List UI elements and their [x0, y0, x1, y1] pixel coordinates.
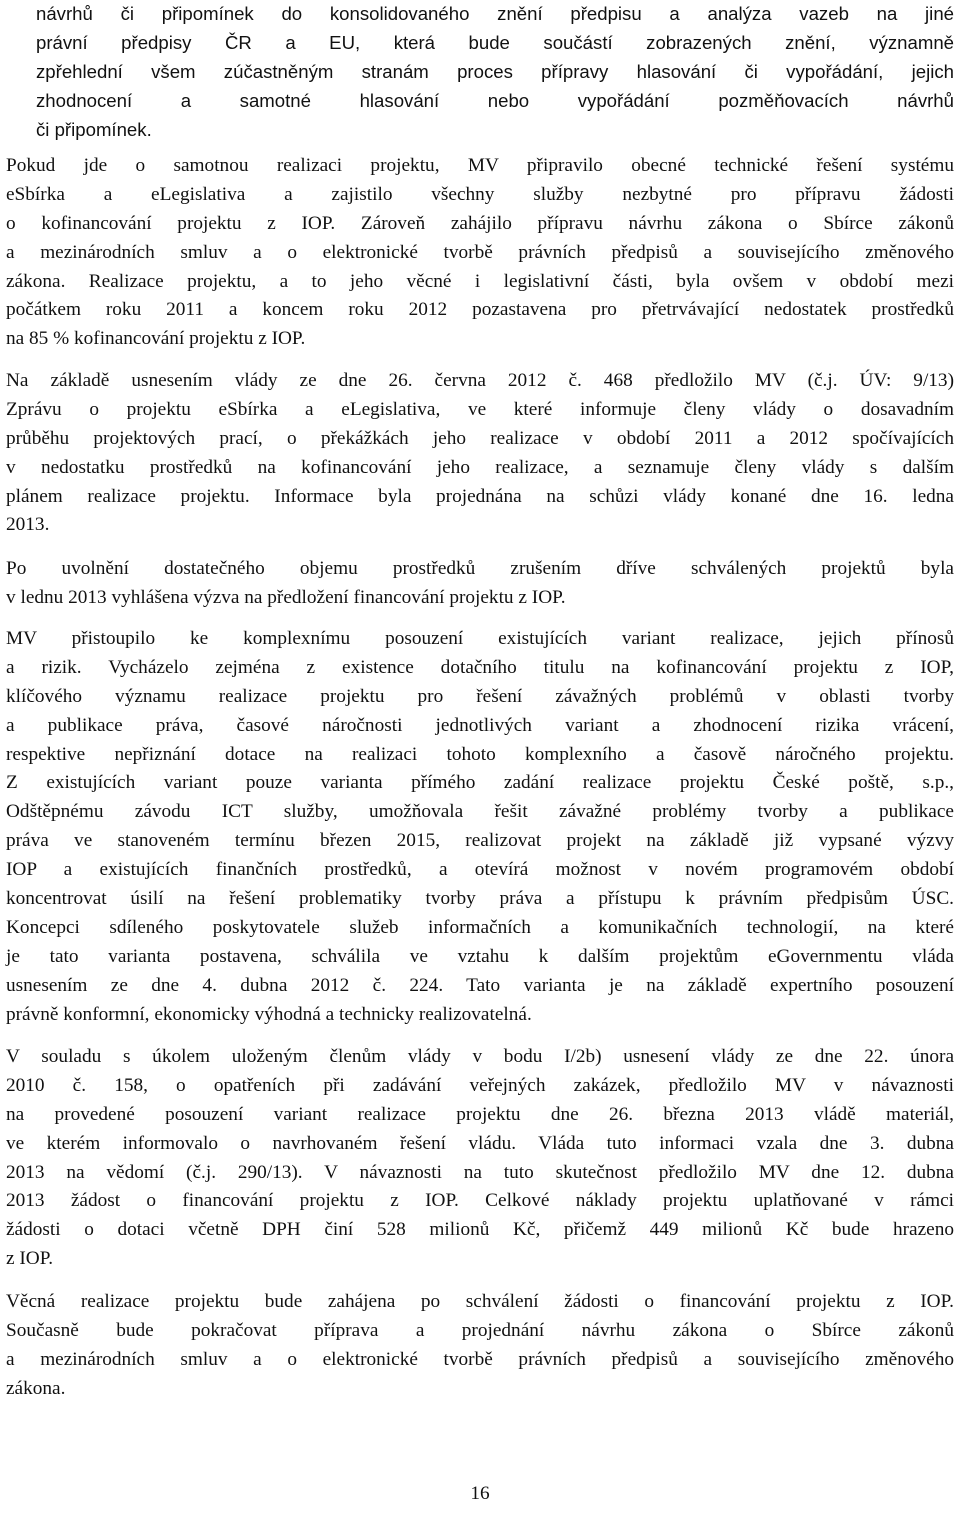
text-line: Pokud jde o samotnou realizaci projektu, MV připravilo obecné technické řešení systému — [6, 155, 954, 176]
text-line: návrhů či připomínek do konsolidovaného znění předpisu a analýza vazeb na jiné — [36, 3, 954, 24]
text-line: a mezinárodních smluv a o elektronické tvorbě právních předpisů a souvisejícího změnového — [6, 241, 954, 263]
text-line: žádosti o dotaci včetně DPH činí 528 milionů Kč, přičemž 449 milionů Kč bude hrazeno — [6, 1219, 954, 1241]
text-line: v lednu 2013 vyhlášena výzva na předložení financování projektu z IOP. — [6, 586, 566, 608]
text-line: či připomínek. — [36, 118, 152, 140]
text-line: průběhu projektových prací, o překážkách jeho realizace v období 2011 a 2012 spočívajících — [6, 427, 954, 449]
text-line: Odštěpnému závodu ICT služby, umožňovala řešit závažné problémy tvorby a publikace — [6, 801, 954, 823]
text-line: Zprávu o projektu eSbírka a eLegislativa, ve které informuje členy vlády o dosavadním — [6, 398, 954, 420]
text-line: IOP a existujících finančních prostředků, a otevírá možnost v novém programovém období — [6, 859, 954, 881]
paragraph — [6, 152, 954, 354]
text-line: práva ve stanoveném termínu březen 2015, realizovat projekt na základě již vypsané výzvy — [6, 830, 954, 852]
text-line: Věcná realizace projektu bude zahájena po schválení žádosti o financování projektu z IOP. — [6, 1291, 954, 1312]
text-line: a rizik. Vycházelo zejména z existence dotačního titulu na kofinancování projektu z IOP, — [6, 656, 954, 678]
text-line: Současně bude pokračovat příprava a projednání návrhu zákona o Sbírce zákonů — [6, 1319, 954, 1341]
text-line: Po uvolnění dostatečného objemu prostředků zrušením dříve schválených projektů byla — [6, 558, 954, 579]
paragraph — [6, 1288, 954, 1404]
text-line: zákona. — [6, 1377, 66, 1399]
text-line: v nedostatku prostředků na kofinancování jeho realizace, a seznamuje členy vlády s dalším — [6, 456, 954, 478]
text-line: a publikace práva, časové náročnosti jednotlivých variant a zhodnocení rizika vrácení, — [6, 714, 954, 736]
paragraph — [6, 1043, 954, 1274]
paragraph — [6, 555, 954, 613]
text-line: eSbírka a eLegislativa a zajistilo všechny služby nezbytné pro přípravu žádosti — [6, 183, 954, 205]
text-line: o kofinancování projektu z IOP. Zároveň zahájilo přípravu návrhu zákona o Sbírce zákonů — [6, 212, 954, 234]
text-line: na 85 % kofinancování projektu z IOP. — [6, 328, 306, 350]
text-line: respektive nepřiznání dotace na realizaci tohoto komplexního a časově náročného projektu. — [6, 743, 954, 765]
text-line: počátkem roku 2011 a koncem roku 2012 pozastavena pro přetrvávající nedostatek prostředků — [6, 299, 954, 321]
text-line: V souladu s úkolem uloženým členům vlády v bodu I/2b) usnesení vlády ze dne 22. února — [6, 1046, 954, 1067]
text-line: ve kterém informovalo o navrhovaném řešení vládu. Vláda tuto informaci vzala dne 3. dubna — [6, 1132, 954, 1154]
text-line: právně konformní, ekonomicky výhodná a technicky realizovatelná. — [6, 1003, 532, 1025]
text-line: usnesením ze dne 4. dubna 2012 č. 224. Tato varianta je na základě expertního posouzení — [6, 974, 954, 996]
text-line: zpřehlední všem zúčastněným stranám proces přípravy hlasování či vypořádání, jejich — [36, 60, 954, 82]
text-line: klíčového významu realizace projektu pro řešení závažných problémů v oblasti tvorby — [6, 685, 954, 707]
paragraph — [6, 367, 954, 540]
text-line: 2013 na vědomí (č.j. 290/13). V návaznosti na tuto skutečnost předložilo MV dne 12. dubna — [6, 1161, 954, 1183]
text-line: MV přistoupilo ke komplexnímu posouzení existujících variant realizace, jejich přínosů — [6, 628, 954, 649]
text-line: 2013. — [6, 514, 50, 536]
text-line: plánem realizace projektu. Informace byla projednána na schůzi vlády konané dne 16. ledna — [6, 485, 954, 507]
text-line: Koncepci sdíleného poskytovatele služeb informačních a komunikačních technologií, na které — [6, 916, 954, 938]
paragraph-continuation — [36, 0, 954, 144]
text-line: 2010 č. 158, o opatřeních při zadávání veřejných zakázek, předložilo MV v návaznosti — [6, 1074, 954, 1096]
text-line: koncentrovat úsilí na řešení problematiky tvorby práva a přístupu k právním předpisům ÚSC. — [6, 888, 954, 910]
text-line: je tato varianta postavena, schválila ve vztahu k dalším projektům eGovernmentu vláda — [6, 945, 954, 967]
page-number: 16 — [470, 1483, 490, 1504]
text-line: zhodnocení a samotné hlasování nebo vypořádání pozměňovacích návrhů — [36, 89, 954, 111]
text-line: 2013 žádost o financování projektu z IOP. Celkové náklady projektu uplatňované v rámci — [6, 1190, 954, 1212]
text-line: právní předpisy ČR a EU, která bude součástí zobrazených znění, významně — [36, 31, 954, 53]
text-line: na provedené posouzení variant realizace projektu dne 26. března 2013 vládě materiál, — [6, 1103, 954, 1125]
text-line: Na základě usnesením vlády ze dne 26. června 2012 č. 468 předložilo MV (č.j. ÚV: 9/13) — [6, 370, 954, 391]
text-line: z IOP. — [6, 1248, 54, 1270]
text-line: zákona. Realizace projektu, a to jeho věcné i legislativní části, byla ovšem v období mezi — [6, 270, 954, 292]
text-line: Z existujících variant pouze varianta přímého zadání realizace projektu České poště, s.p., — [6, 772, 954, 794]
paragraph — [6, 625, 954, 1029]
text-line: a mezinárodních smluv a o elektronické tvorbě právních předpisů a souvisejícího změnového — [6, 1348, 954, 1370]
